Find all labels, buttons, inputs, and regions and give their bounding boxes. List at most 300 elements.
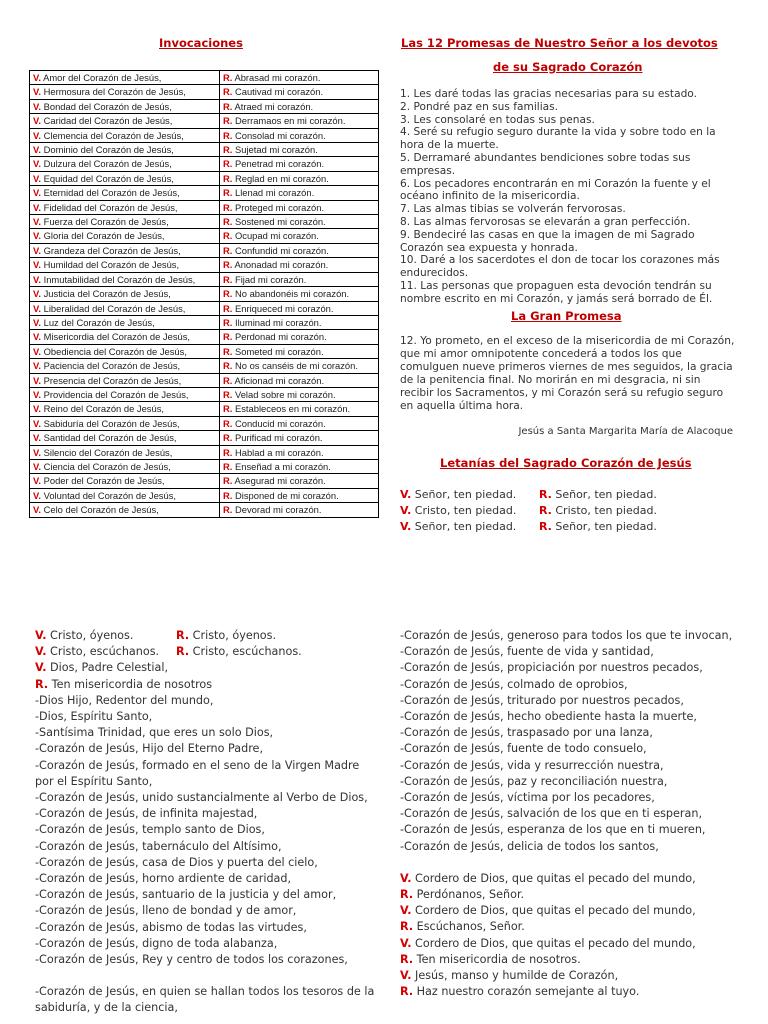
invocations-title: Invocaciones — [159, 36, 243, 50]
response-marker: V. — [33, 100, 41, 112]
invocation-cell — [30, 315, 220, 329]
invocation-text: Celo del Corazón de Jesús, — [43, 504, 159, 516]
response-cell — [220, 315, 379, 329]
response-marker: V. — [400, 520, 412, 533]
invocation-text: Silencio del Corazón de Jesús, — [43, 446, 173, 458]
response-text: Perdonad mi corazón. — [234, 331, 327, 343]
invocation-row — [30, 387, 379, 401]
spacer — [35, 968, 375, 984]
invocation-cell — [30, 215, 220, 229]
invocation-text: Clemencia del Corazón de Jesús, — [43, 129, 184, 141]
invocation-row — [30, 373, 379, 387]
response-marker: R. — [223, 331, 233, 343]
kyrie-r-text: Cristo, ten piedad. — [555, 504, 657, 517]
response-text: Penetrad mi corazón. — [234, 158, 325, 170]
response-marker: R. — [223, 316, 233, 328]
response-marker: R. — [223, 403, 233, 415]
invocation-cell — [30, 488, 220, 502]
response-marker: R. — [223, 417, 233, 429]
invocation-text: Obediencia del Corazón de Jesús, — [43, 345, 187, 357]
invocation-text: Luz del Corazón de Jesús, — [43, 316, 155, 328]
response-cell — [220, 114, 379, 128]
invocation-row — [30, 301, 379, 315]
response-cell — [220, 344, 379, 358]
invocation-cell — [30, 200, 220, 214]
invocation-text: Providencia del Corazón de Jesús, — [43, 388, 189, 400]
response-cell — [220, 99, 379, 113]
invocation-text: Dominio del Corazón de Jesús, — [43, 144, 174, 156]
response-marker: V. — [35, 661, 47, 675]
kyrie-v-text: Señor, ten piedad. — [414, 520, 517, 533]
response-marker: V. — [33, 288, 41, 300]
invocation-cell — [30, 272, 220, 286]
response-marker: V. — [33, 360, 41, 372]
invocation-row — [30, 71, 379, 85]
response-marker: V. — [33, 172, 41, 184]
promise-item: 9. Bendeciré las casas en que la imagen de mi Sagrado Corazón sea expuesta y honrada. — [400, 228, 695, 254]
kyrie-v-text: Cristo, ten piedad. — [414, 504, 517, 517]
litany-line: -Corazón de Jesús, propiciación por nuestros pecados, — [400, 661, 703, 675]
response-marker: V. — [400, 936, 412, 950]
response-text: No abandonéis mi corazón. — [234, 288, 350, 300]
response-marker: R. — [223, 72, 233, 83]
kyrie-response — [539, 488, 657, 501]
invocation-row — [30, 85, 379, 99]
response-marker: V. — [400, 871, 412, 885]
kyrie-v-text: Señor, ten piedad. — [414, 488, 517, 501]
litany-line: -Corazón de Jesús, vida y resurrección nuestra, — [400, 758, 664, 772]
invocation-text: Caridad del Corazón de Jesús, — [43, 115, 173, 127]
response-marker: V. — [400, 504, 412, 517]
response-marker: V. — [33, 316, 41, 328]
response-marker: V. — [33, 129, 41, 141]
response-text: Proteged mi corazón. — [234, 201, 325, 213]
intro-r-text: Cristo, óyenos. — [192, 629, 277, 642]
invocation-text: Paciencia del Corazón de Jesús, — [43, 360, 181, 372]
response-cell — [220, 215, 379, 229]
response-marker: R. — [223, 115, 233, 127]
closing-line — [400, 984, 740, 1000]
invocation-cell — [30, 359, 220, 373]
litany-line: -Corazón de Jesús, paz y reconciliación nuestra, — [400, 774, 668, 788]
response-marker: R. — [35, 677, 49, 691]
invocation-text: Inmutabilidad del Corazón de Jesús, — [43, 273, 196, 285]
response-text: Purificad mi corazón. — [234, 432, 323, 444]
response-marker: R. — [223, 201, 233, 213]
response-cell — [220, 157, 379, 171]
response-cell — [220, 186, 379, 200]
intro-pair — [35, 628, 375, 644]
invocation-cell — [30, 114, 220, 128]
litany-line: -Corazón de Jesús, tabernáculo del Altísimo, — [35, 839, 282, 853]
response-marker: R. — [223, 144, 233, 156]
response-cell — [220, 287, 379, 301]
invocation-text: Gloria del Corazón de Jesús, — [43, 230, 165, 242]
response-cell — [220, 171, 379, 185]
response-cell — [220, 330, 379, 344]
response-text: Aficionad mi corazón. — [234, 374, 325, 386]
invocation-cell — [30, 229, 220, 243]
invocation-row — [30, 243, 379, 257]
invocation-text: Misericordia del Corazón de Jesús, — [43, 331, 191, 343]
litany-line: -Dios Hijo, Redentor del mundo, — [35, 693, 214, 707]
response-text: Velad sobre mi corazón. — [234, 388, 336, 400]
invocation-row — [30, 114, 379, 128]
invocation-cell — [30, 99, 220, 113]
promise-item: 8. Las almas fervorosas se elevarán a gran perfección. — [400, 215, 691, 228]
response-cell — [220, 272, 379, 286]
invocation-text: Santidad del Corazón de Jesús, — [43, 432, 177, 444]
response-text: Enriqueced mi corazón. — [234, 302, 334, 314]
invocation-text: Fuerza del Corazón de Jesús, — [43, 216, 169, 228]
response-cell — [220, 71, 379, 85]
kyrie-r-text: Señor, ten piedad. — [555, 488, 657, 501]
response-marker: V. — [33, 187, 41, 199]
litany-line: -Corazón de Jesús, casa de Dios y puerta del cielo, — [35, 855, 318, 869]
response-marker: V. — [33, 374, 41, 386]
promise-item: 11. Las personas que propaguen esta devoción tendrán su nombre escrito en mi Corazón, y jamás será borrado de Él. — [400, 279, 713, 305]
kyrie-versicle — [400, 503, 539, 519]
invocation-row — [30, 229, 379, 243]
invocation-row — [30, 171, 379, 185]
invocation-cell — [30, 416, 220, 430]
response-cell — [220, 387, 379, 401]
response-text: No os canséis de mi corazón. — [234, 360, 358, 372]
promises-title-line1: Las 12 Promesas de Nuestro Señor a los devotos — [401, 36, 718, 50]
response-text: Reglad en mi corazón. — [234, 172, 329, 184]
invocation-cell — [30, 171, 220, 185]
response-cell — [220, 416, 379, 430]
response-marker: R. — [539, 520, 552, 533]
invocation-row — [30, 287, 379, 301]
litany-line: -Santísima Trinidad, que eres un solo Dios, — [35, 726, 274, 740]
closing-line — [400, 887, 740, 903]
response-cell — [220, 143, 379, 157]
response-text: Consolad mi corazón. — [234, 129, 326, 141]
invocation-text: Reino del Corazón de Jesús, — [43, 403, 164, 415]
response-marker: V. — [33, 302, 41, 314]
litany-line: -Corazón de Jesús, abismo de todas las virtudes, — [35, 920, 307, 934]
invocation-row — [30, 99, 379, 113]
litany-line: -Corazón de Jesús, en quien se hallan todos los tesoros de la sabiduría, y de la ciencia, — [35, 985, 375, 1015]
invocation-row — [30, 359, 379, 373]
invocation-cell — [30, 445, 220, 459]
response-marker: R. — [223, 360, 233, 372]
litany-line: -Corazón de Jesús, salvación de los que en ti esperan, — [400, 807, 703, 821]
invocation-text: Voluntad del Corazón de Jesús, — [43, 489, 176, 501]
response-cell — [220, 301, 379, 315]
invocation-cell — [30, 373, 220, 387]
promise-item: 3. Les consolaré en todas sus penas. — [400, 113, 595, 126]
response-cell — [220, 431, 379, 445]
response-text: Sostened mi corazón. — [234, 216, 326, 228]
invocation-row — [30, 258, 379, 272]
response-marker: V. — [33, 388, 41, 400]
litany-line: -Corazón de Jesús, hecho obediente hasta la muerte, — [400, 710, 697, 724]
response-marker: R. — [400, 920, 414, 934]
response-cell — [220, 402, 379, 416]
response-marker: R. — [223, 273, 233, 285]
invocation-text: Grandeza del Corazón de Jesús, — [43, 244, 181, 256]
response-marker: R. — [223, 388, 233, 400]
kyrie-line — [400, 503, 657, 519]
dios-padre-text: Dios, Padre Celestial, — [50, 661, 169, 675]
invocation-text: Justicia del Corazón de Jesús, — [43, 288, 171, 300]
response-text: Cautivad mi corazón. — [234, 86, 324, 98]
invocation-row — [30, 272, 379, 286]
invocation-text: Sabiduría del Corazón de Jesús, — [43, 417, 180, 429]
response-cell — [220, 229, 379, 243]
closing-text: Cordero de Dios, que quitas el pecado del mundo, — [415, 871, 696, 885]
response-marker: V. — [400, 969, 412, 983]
response-cell — [220, 445, 379, 459]
invocation-row — [30, 488, 379, 502]
response-marker: R. — [223, 489, 233, 501]
litany-line: -Corazón de Jesús, digno de toda alabanza, — [35, 936, 278, 950]
litany-line: -Corazón de Jesús, víctima por los pecadores, — [400, 791, 655, 805]
invocation-row — [30, 474, 379, 488]
invocation-cell — [30, 243, 220, 257]
response-marker: R. — [223, 432, 233, 444]
invocation-cell — [30, 431, 220, 445]
closing-text: Perdónanos, Señor. — [416, 888, 525, 902]
response-marker: V. — [33, 201, 41, 213]
litany-right-column — [400, 628, 740, 1000]
response-marker: R. — [223, 259, 233, 271]
response-text: Abrasad mi corazón. — [234, 72, 321, 83]
invocation-row — [30, 315, 379, 329]
response-marker: R. — [400, 888, 414, 902]
response-marker: R. — [223, 244, 233, 256]
response-marker: V. — [33, 72, 41, 83]
litany-line: -Corazón de Jesús, horno ardiente de caridad, — [35, 872, 292, 886]
response-marker: R. — [400, 952, 414, 966]
response-cell — [220, 200, 379, 214]
kyrie-block — [400, 487, 657, 535]
closing-text: Jesús, manso y humilde de Corazón, — [415, 969, 619, 983]
promise-item: 5. Derramaré abundantes bendiciones sobre todas sus empresas. — [400, 151, 691, 177]
closing-text: Haz nuestro corazón semejante al tuyo. — [416, 985, 640, 999]
response-text: Derramaos en mi corazón. — [234, 115, 346, 127]
invocation-cell — [30, 287, 220, 301]
promises-title-line2: de su Sagrado Corazón — [493, 60, 643, 74]
invocation-row — [30, 200, 379, 214]
litany-line: -Corazón de Jesús, templo santo de Dios, — [35, 823, 265, 837]
response-marker: R. — [539, 504, 552, 517]
litany-line: -Dios, Espíritu Santo, — [35, 710, 153, 724]
invocation-cell — [30, 503, 220, 517]
invocation-cell — [30, 402, 220, 416]
response-marker: V. — [33, 504, 41, 516]
response-text: Devorad mi corazón. — [234, 504, 322, 516]
invocations-table — [29, 70, 379, 518]
response-marker: V. — [400, 904, 412, 918]
invocation-row — [30, 503, 379, 517]
invocation-cell — [30, 157, 220, 171]
response-cell — [220, 373, 379, 387]
closing-text: Escúchanos, Señor. — [416, 920, 525, 934]
closing-line — [400, 903, 740, 919]
invocation-text: Fidelidad del Corazón de Jesús, — [43, 201, 178, 213]
response-text: Someted mi corazón. — [234, 345, 324, 357]
response-marker: V. — [33, 273, 41, 285]
response-marker: R. — [223, 446, 233, 458]
response-marker: V. — [33, 331, 41, 343]
invocation-row — [30, 330, 379, 344]
promise-item: 1. Les daré todas las gracias necesarias para su estado. — [400, 88, 697, 100]
litany-left-column — [35, 628, 375, 1017]
ten-misericordia-line — [35, 677, 375, 693]
invocation-row — [30, 416, 379, 430]
invocation-cell — [30, 301, 220, 315]
response-cell — [220, 474, 379, 488]
invocation-cell — [30, 71, 220, 85]
response-cell — [220, 359, 379, 373]
invocation-text: Ciencia del Corazón de Jesús, — [43, 460, 171, 472]
gran-promesa-title: La Gran Promesa — [511, 309, 622, 323]
invocation-row — [30, 143, 379, 157]
response-text: Enseñad a mi corazón. — [234, 460, 331, 472]
closing-line — [400, 952, 740, 968]
response-marker: V. — [33, 460, 41, 472]
response-marker: V. — [33, 475, 41, 487]
litany-line: -Corazón de Jesús, triturado por nuestros pecados, — [400, 693, 684, 707]
kyrie-versicle — [400, 487, 539, 503]
invocation-text: Presencia del Corazón de Jesús, — [43, 374, 182, 386]
response-marker: R. — [539, 488, 552, 501]
invocation-text: Amor del Corazón de Jesús, — [43, 72, 162, 83]
kyrie-response — [539, 520, 657, 533]
promise-item: 2. Pondré paz en sus familias. — [400, 100, 559, 113]
response-text: Confundid mi corazón. — [234, 244, 329, 256]
closing-text: Cordero de Dios, que quitas el pecado del mundo, — [415, 936, 696, 950]
litany-line: -Corazón de Jesús, unido sustancialmente al Verbo de Dios, — [35, 791, 368, 805]
response-marker: R. — [223, 460, 233, 472]
promise-item: 6. Los pecadores encontrarán en mi Corazón la fuente y el océano infinito de la misericordia. — [400, 177, 711, 203]
invocation-row — [30, 431, 379, 445]
response-marker: R. — [223, 100, 233, 112]
kyrie-r-text: Señor, ten piedad. — [555, 520, 657, 533]
invocation-cell — [30, 344, 220, 358]
response-text: Atraed mi corazón. — [234, 100, 314, 112]
response-text: Llenad mi corazón. — [234, 187, 315, 199]
response-marker: R. — [223, 302, 233, 314]
response-cell — [220, 128, 379, 142]
response-marker: R. — [223, 187, 233, 199]
invocation-cell — [30, 128, 220, 142]
invocation-cell — [30, 459, 220, 473]
promise-item: 7. Las almas tibias se volverán fervorosas. — [400, 203, 626, 216]
invocation-row — [30, 344, 379, 358]
response-marker: R. — [223, 475, 233, 487]
invocation-row — [30, 215, 379, 229]
response-marker: V. — [33, 115, 41, 127]
response-text: Conducid mi corazón. — [234, 417, 326, 429]
response-marker: V. — [35, 645, 47, 659]
intro-pair — [35, 644, 375, 660]
response-marker: V. — [400, 488, 412, 501]
litany-line: -Corazón de Jesús, formado en el seno de la Virgen Madre por el Espíritu Santo, — [35, 758, 360, 788]
response-marker: R. — [176, 645, 190, 659]
response-marker: R. — [223, 345, 233, 357]
closing-line — [400, 871, 740, 887]
response-marker: V. — [33, 432, 41, 444]
closing-line — [400, 968, 740, 984]
response-cell — [220, 488, 379, 502]
litany-title: Letanías del Sagrado Corazón de Jesús — [440, 456, 692, 470]
litany-line: -Corazón de Jesús, generoso para todos los que te invocan, — [400, 629, 733, 642]
response-marker: R. — [223, 86, 233, 98]
invocation-text: Dulzura del Corazón de Jesús, — [43, 158, 172, 170]
spacer — [400, 855, 740, 871]
promise-item: 4. Seré su refugio seguro durante la vida y sobre todo en la hora de la muerte. — [400, 126, 716, 152]
response-text: Iluminad mi corazón. — [234, 316, 322, 328]
litany-line: -Corazón de Jesús, fuente de todo consuelo, — [400, 742, 647, 756]
invocation-text: Bondad del Corazón de Jesús, — [43, 100, 172, 112]
intro-v-text: Cristo, escúchanos. — [50, 645, 160, 659]
response-marker: V. — [33, 244, 41, 256]
response-marker: V. — [33, 403, 41, 415]
response-text: Estableceos en mi corazón. — [234, 403, 351, 415]
response-text: Hablad a mi corazón. — [234, 446, 324, 458]
closing-line — [400, 919, 740, 935]
invocation-cell — [30, 85, 220, 99]
litany-line: -Corazón de Jesús, lleno de bondad y de amor, — [35, 904, 297, 918]
promises-list — [400, 88, 735, 306]
intro-v-text: Cristo, óyenos. — [50, 629, 134, 642]
response-marker: R. — [176, 629, 190, 642]
litany-line: -Corazón de Jesús, Hijo del Eterno Padre, — [35, 742, 263, 756]
invocation-text: Liberalidad del Corazón de Jesús, — [43, 302, 186, 314]
invocation-cell — [30, 143, 220, 157]
response-marker: V. — [35, 629, 47, 642]
response-cell — [220, 243, 379, 257]
closing-line — [400, 936, 740, 952]
response-marker: V. — [33, 489, 41, 501]
response-marker: R. — [223, 129, 233, 141]
invocation-text: Hermosura del Corazón de Jesús, — [43, 86, 186, 98]
response-marker: V. — [33, 417, 41, 429]
response-text: Asegurad mi corazón. — [234, 475, 326, 487]
response-marker: R. — [223, 374, 233, 386]
response-marker: R. — [223, 172, 233, 184]
response-cell — [220, 258, 379, 272]
kyrie-versicle — [400, 519, 539, 535]
kyrie-response — [539, 504, 657, 517]
invocation-text: Humildad del Corazón de Jesús, — [43, 259, 180, 271]
promise-item: 10. Daré a los sacerdotes el don de tocar los corazones más endurecidos. — [400, 254, 720, 280]
invocation-cell — [30, 330, 220, 344]
litany-line: -Corazón de Jesús, de infinita majestad, — [35, 807, 258, 821]
litany-line: -Corazón de Jesús, Rey y centro de todos los corazones, — [35, 953, 348, 967]
closing-text: Ten misericordia de nosotros. — [416, 952, 581, 966]
litany-line: -Corazón de Jesús, fuente de vida y santidad, — [400, 645, 654, 659]
invocation-cell — [30, 387, 220, 401]
response-marker: V. — [33, 216, 41, 228]
response-text: Ocupad mi corazón. — [234, 230, 319, 242]
gran-promesa-attribution: Jesús a Santa Margarita María de Alacoque — [518, 426, 733, 437]
response-marker: V. — [33, 144, 41, 156]
response-marker: R. — [223, 216, 233, 228]
closing-text: Cordero de Dios, que quitas el pecado del mundo, — [415, 904, 696, 918]
invocation-text: Poder del Corazón de Jesús, — [43, 475, 165, 487]
response-text: Disponed de mi corazón. — [234, 489, 339, 501]
invocation-cell — [30, 186, 220, 200]
gran-promesa-text: 12. Yo prometo, en el exceso de la misericordia de mi Corazón, que mi amor omnipotente concederá a todos los que comulguen nueve primeros viernes de mes seguidos, la gracia de la penitencia final. No morirán en mi desgracia, ni sin recibir los Sacramentos, y mi Corazón será su refugio seguro en aquella última hora. — [400, 335, 735, 413]
invocation-row — [30, 402, 379, 416]
invocation-row — [30, 459, 379, 473]
ten-misericordia-text: Ten misericordia de nosotros — [51, 677, 213, 691]
